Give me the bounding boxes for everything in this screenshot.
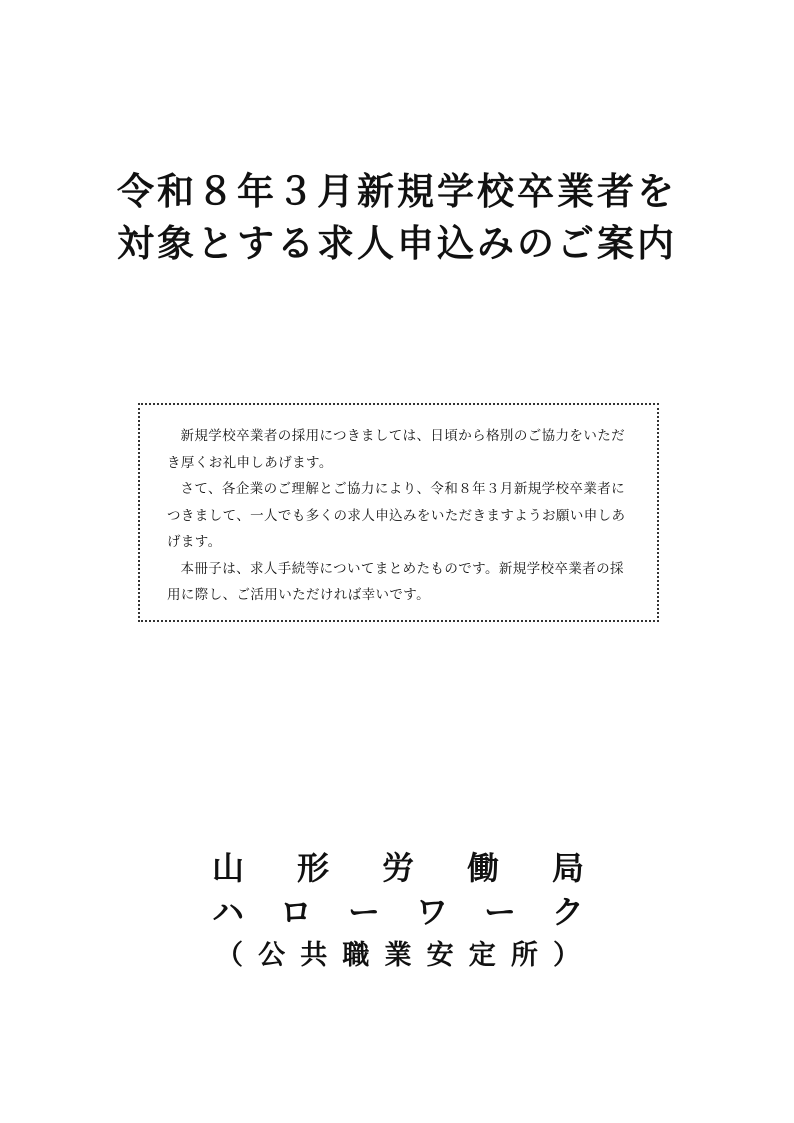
org-char: 働 bbox=[466, 849, 499, 887]
org-char: 公 bbox=[258, 940, 286, 971]
notice-paragraph-2: さて、各企業のご理解とご協力により、令和８年３月新規学校卒業者につきまして、一人でも多くの求人申込みをいただきますようお願い申しあげます。 bbox=[167, 481, 626, 550]
org-char: ） bbox=[553, 940, 580, 971]
org-char: 定 bbox=[468, 940, 496, 971]
org-char: 労 bbox=[381, 849, 414, 887]
org-name-hello-work bbox=[212, 890, 584, 934]
organization-block bbox=[212, 846, 584, 978]
org-char: 所 bbox=[510, 940, 538, 971]
org-char: 共 bbox=[300, 940, 328, 971]
title-line-1: 令和８年３月新規学校卒業者を bbox=[117, 170, 677, 213]
org-char: 山 bbox=[212, 849, 245, 887]
org-char: 安 bbox=[426, 940, 454, 971]
org-char: 業 bbox=[384, 940, 412, 971]
org-char: ワ bbox=[415, 893, 448, 931]
notice-paragraph-1: 新規学校卒業者の採用につきましては、日頃から格別のご協力をいただき厚くお礼申しあげます。 bbox=[167, 428, 626, 471]
org-char: ク bbox=[551, 893, 584, 931]
org-char: 局 bbox=[551, 849, 584, 887]
notice-paragraph-3: 本冊子は、求人手続等についてまとめたものです。新規学校卒業者の採用に際し、ご活用いただければ幸いです。 bbox=[167, 560, 624, 603]
org-char: ー bbox=[347, 893, 380, 931]
org-char: ー bbox=[483, 893, 516, 931]
notice-box bbox=[138, 403, 659, 622]
org-char: （ bbox=[216, 940, 243, 971]
org-char: ハ bbox=[212, 893, 245, 931]
org-char: 形 bbox=[296, 849, 329, 887]
document-title bbox=[0, 166, 794, 270]
org-char: ロ bbox=[279, 893, 312, 931]
org-name-labor-bureau bbox=[212, 846, 584, 890]
org-name-public-employment-office bbox=[212, 934, 584, 978]
org-char: 職 bbox=[342, 940, 370, 971]
title-line-2: 対象とする求人申込みのご案内 bbox=[117, 222, 677, 265]
